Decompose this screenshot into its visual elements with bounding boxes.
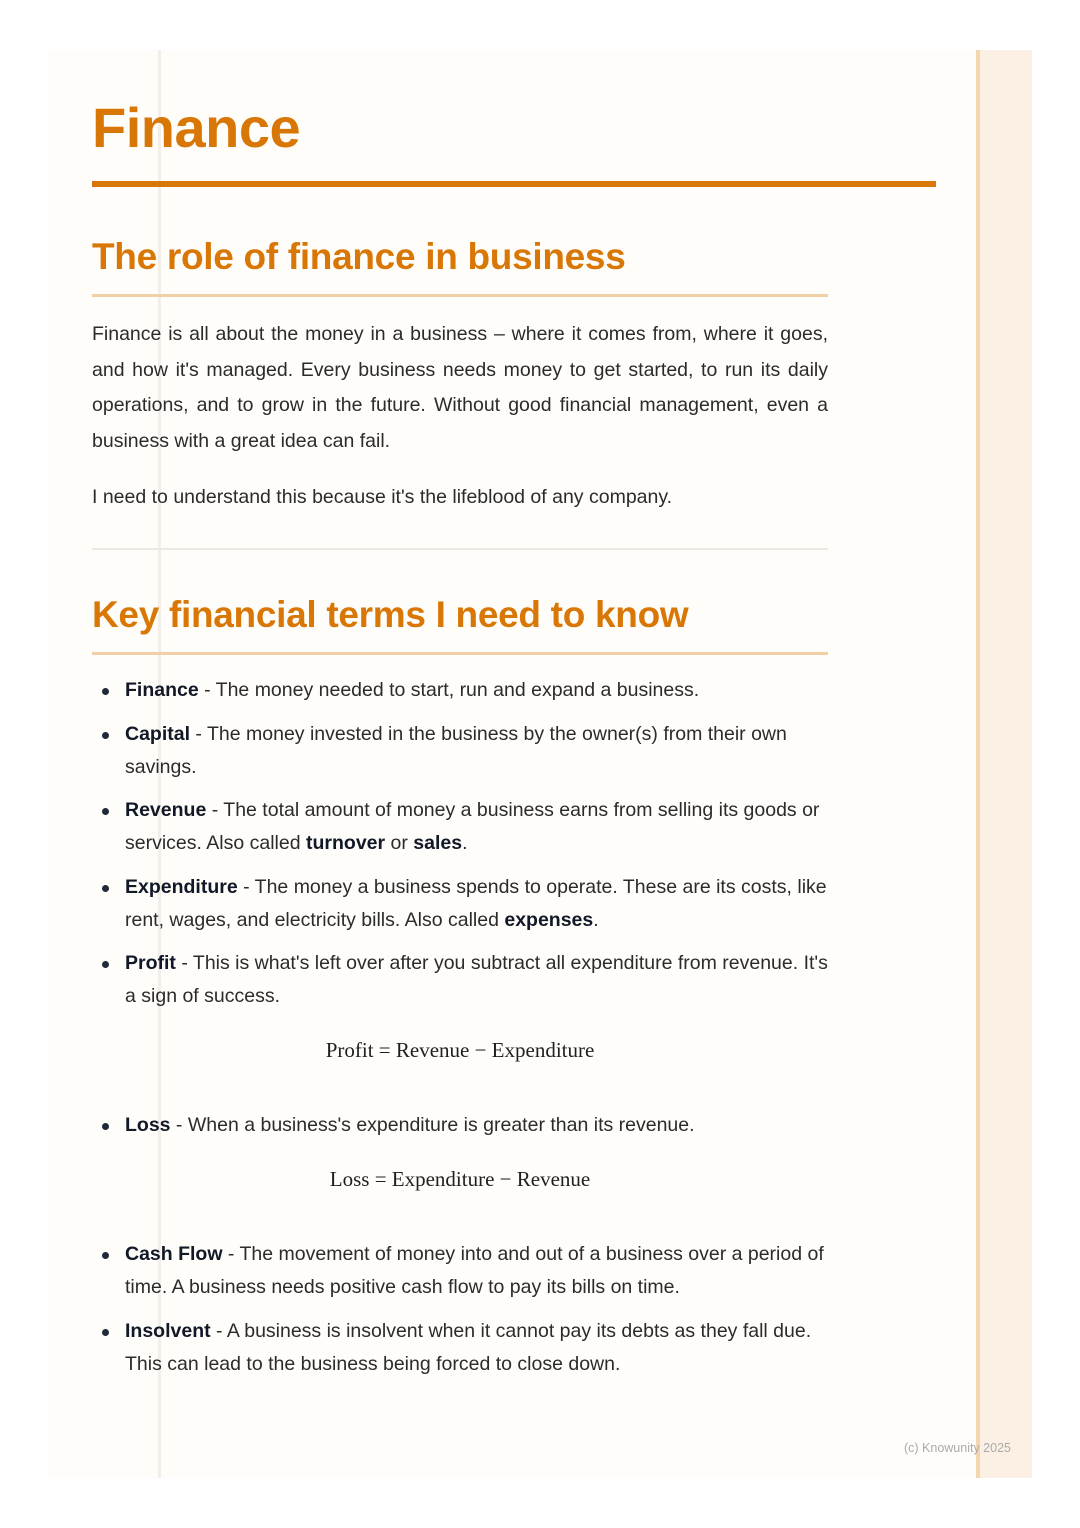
bullet-icon (102, 1329, 109, 1336)
term-separator: - (198, 679, 216, 701)
bullet-icon (102, 885, 109, 892)
term-label: Insolvent (125, 1319, 211, 1342)
term-definition: The money a business spends to operate. These are its costs, like rent, wages, and electricity bills. Also called (125, 875, 827, 931)
term-end: . (462, 832, 468, 854)
term-definition: The money invested in the business by the owner(s) from their own savings. (125, 722, 787, 778)
term-definition: The total amount of money a business earns from selling its goods or services. Also called (125, 799, 820, 854)
term-separator: - (222, 1243, 240, 1265)
term-separator: - (206, 799, 224, 821)
title-divider (92, 181, 936, 187)
term-connector: or (385, 832, 414, 854)
heading-divider (92, 652, 828, 655)
term-separator: - (170, 1114, 188, 1136)
list-item-revenue (92, 794, 828, 860)
term-definition: The money needed to start, run and expand a business. (215, 679, 700, 701)
paragraph: I need to understand this because it's the lifeblood of any company. (92, 486, 673, 508)
term-separator: - (210, 1319, 227, 1342)
right-margin-strip (976, 50, 1032, 1478)
section-heading: Key financial terms I need to know (92, 594, 689, 635)
term-synonym: turnover (306, 832, 386, 854)
terms-list (92, 1109, 828, 1142)
bullet-icon (102, 961, 109, 968)
list-item-finance (92, 674, 828, 707)
section-heading: The role of finance in business (92, 236, 626, 277)
term-label: Expenditure (125, 875, 238, 898)
paragraph: Finance is all about the money in a business – where it comes from, where it goes, and how it's managed. Every business needs money to get started, to run its daily operations, and to grow in the future. Without good financial management, even a business with a great idea can fail. (92, 323, 828, 452)
list-item-insolvent (92, 1315, 828, 1381)
term-synonym: sales (413, 832, 463, 854)
list-item-profit (92, 947, 828, 1013)
term-label: Profit (125, 952, 176, 974)
term-separator: - (175, 952, 193, 974)
section-key-terms (92, 592, 828, 1391)
list-item-expenditure (92, 871, 828, 937)
page-title: Finance (92, 96, 301, 159)
term-label: Capital (125, 722, 191, 745)
bullet-icon (102, 1252, 109, 1259)
bullet-icon (102, 1123, 109, 1130)
list-item-capital (92, 718, 828, 784)
document-page (48, 50, 1032, 1478)
term-label: Loss (125, 1114, 171, 1136)
term-definition: This is what's left over after you subtract all expenditure from revenue. It's a sign of success. (125, 952, 828, 1007)
list-item-cash-flow (92, 1238, 828, 1304)
section-role-of-finance (92, 234, 828, 550)
term-separator: - (237, 875, 255, 898)
terms-list (92, 1238, 828, 1381)
term-label: Finance (125, 679, 199, 701)
term-separator: - (190, 722, 207, 745)
copyright-footer: (c) Knowunity 2025 (903, 1441, 1011, 1455)
heading-divider (92, 294, 828, 297)
term-label: Revenue (125, 799, 207, 821)
term-definition: The movement of money into and out of a business over a period of time. A business needs positive cash flow to pay its bills on time. (125, 1243, 824, 1298)
bullet-icon (102, 732, 109, 739)
profit-formula: Profit = Revenue − Expenditure (325, 1038, 595, 1062)
bullet-icon (102, 688, 109, 695)
term-definition: When a business's expenditure is greater than its revenue. (187, 1114, 695, 1136)
term-definition: A business is insolvent when it cannot pay its debts as they fall due. This can lead to the business being forced to close down. (125, 1319, 812, 1375)
list-item-loss (92, 1109, 828, 1142)
loss-formula: Loss = Expenditure − Revenue (329, 1167, 591, 1191)
section-separator (92, 548, 828, 550)
term-end: . (593, 908, 599, 931)
term-synonym: expenses (504, 908, 594, 931)
bullet-icon (102, 808, 109, 815)
term-label: Cash Flow (125, 1243, 223, 1265)
terms-list (92, 674, 828, 1013)
